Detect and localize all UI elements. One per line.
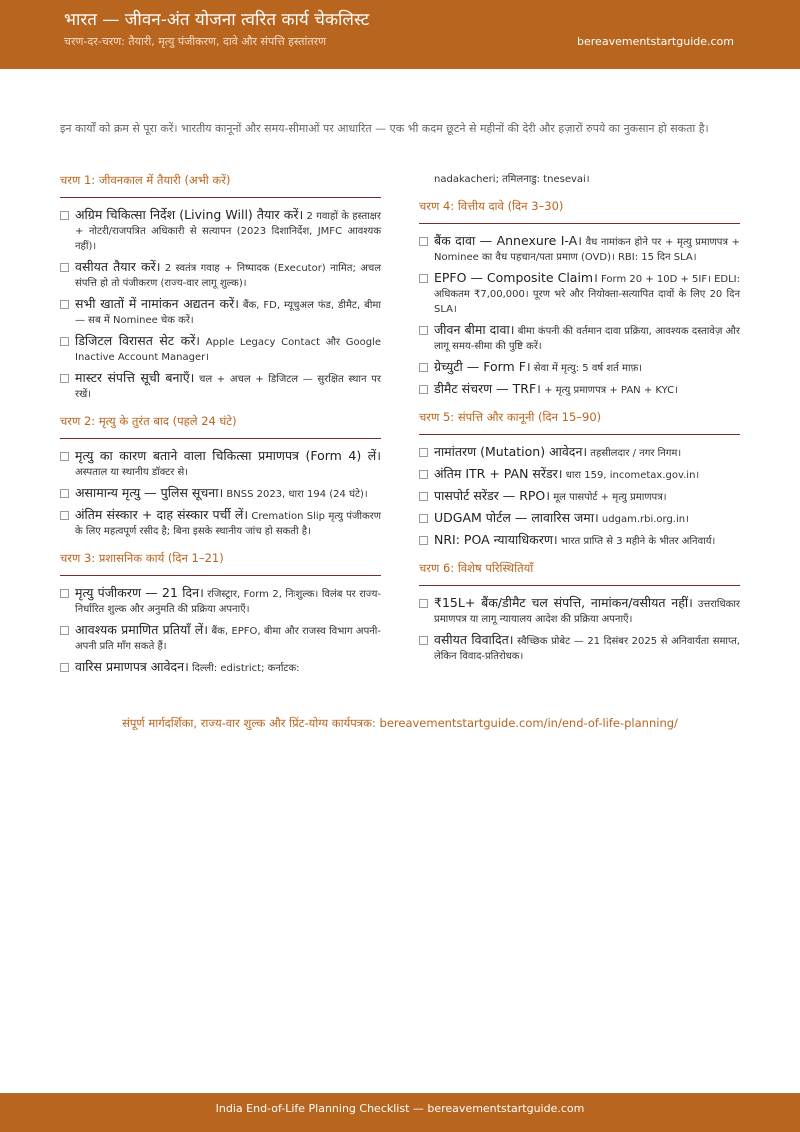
- intro-text: इन कार्यों को क्रम से पूरा करें। भारतीय कानूनों और समय-सीमाओं पर आधारित — एक भी कदम छूटने से महीनों की देरी और हज़ारों रुपये का नुकसान हो सकता है।: [60, 122, 709, 135]
- page-title: भारत — जीवन-अंत योजना त्वरित कार्य चेकलिस्ट: [64, 10, 370, 30]
- item-detail: 2 गवाहों के हस्ताक्षर + नोटरी/राजपत्रित अधिकारी से सत्यापन (2023 दिशानिर्देश, JMFC आवश्यक नहीं)।: [75, 211, 381, 252]
- checkbox[interactable]: [60, 589, 69, 598]
- item-detail: चल + अचल + डिजिटल — सुरक्षित स्थान पर रखें।: [75, 374, 381, 400]
- continued-item-text: nadakacheri; तमिलनाडु: tnesevai।: [434, 174, 590, 185]
- stage-title: चरण 6: विशेष परिस्थितियाँ: [419, 561, 740, 586]
- checkbox[interactable]: [60, 374, 69, 383]
- item-detail: धारा 159, incometax.gov.in।: [562, 470, 700, 481]
- checklist-item: [60, 585, 381, 617]
- item-detail: सेवा में मृत्यु: 5 वर्ष शर्त माफ़।: [530, 363, 643, 374]
- header-site-link[interactable]: bereavementstartguide.com: [577, 35, 734, 48]
- item-heading: वारिस प्रमाणपत्र आवेदन।: [75, 659, 189, 674]
- item-detail: udgam.rbi.org.in।: [598, 514, 689, 525]
- left-column: [60, 173, 381, 681]
- item-heading: आवश्यक प्रमाणित प्रतियाँ लें।: [75, 622, 208, 637]
- item-detail: BNSS 2023, धारा 194 (24 घंटे)।: [223, 489, 368, 500]
- checklist-item: [60, 333, 381, 365]
- item-heading: मृत्यु का कारण बताने वाला चिकित्सा प्रमाणपत्र (Form 4) लें।: [75, 448, 381, 463]
- checkbox[interactable]: [60, 663, 69, 672]
- item-heading: वसीयत विवादित।: [434, 632, 514, 647]
- checklist: [419, 595, 740, 664]
- stage-section: [60, 173, 381, 402]
- item-detail: Apple Legacy Contact और Google Inactive Account Manager।: [75, 337, 381, 363]
- checklist-item: [419, 359, 740, 376]
- checklist: [419, 444, 740, 549]
- page-header: [0, 0, 800, 69]
- checklist-item: [60, 296, 381, 328]
- stage-title: चरण 5: संपत्ति और कानूनी (दिन 15–90): [419, 410, 740, 435]
- checklist-item: [419, 233, 740, 265]
- item-detail: अस्पताल या स्थानीय डॉक्टर से।: [75, 467, 189, 478]
- item-detail: बीमा कंपनी की वर्तमान दावा प्रक्रिया, आवश्यक दस्तावेज़ और लागू समय-सीमा की पुष्टि करें।: [434, 326, 740, 352]
- full-guide-link[interactable]: संपूर्ण मार्गदर्शिका, राज्य-वार शुल्क और प्रिंट-योग्य कार्यपत्रक: bereavementstartguide.com/in/end-of-life-planning/: [122, 716, 678, 730]
- checklist-item: [60, 507, 381, 539]
- item-detail: दिल्ली: edistrict; कर्नाटक:: [188, 663, 300, 674]
- item-heading: अग्रिम चिकित्सा निर्देश (Living Will) तैयार करें।: [75, 207, 304, 222]
- item-detail: भारत प्राप्ति से 3 महीने के भीतर अनिवार्य।: [557, 536, 716, 547]
- page-subtitle: चरण-दर-चरण: तैयारी, मृत्यु पंजीकरण, दावे और संपत्ति हस्तांतरण: [64, 35, 327, 48]
- checkbox[interactable]: [419, 448, 428, 457]
- checkbox[interactable]: [60, 452, 69, 461]
- checkbox[interactable]: [60, 626, 69, 635]
- checkbox[interactable]: [419, 363, 428, 372]
- item-detail: Cremation Slip मृत्यु पंजीकरण के लिए महत्वपूर्ण रसीद है; बिना इसके स्थानीय जांच हो सकती है।: [75, 511, 382, 537]
- item-detail: तहसीलदार / नगर निगम।: [587, 448, 682, 459]
- checklist-item: [419, 444, 740, 461]
- checkbox[interactable]: [60, 489, 69, 498]
- stage-title: चरण 2: मृत्यु के तुरंत बाद (पहले 24 घंटे): [60, 414, 381, 439]
- item-heading: ग्रेच्युटी — Form F।: [434, 359, 531, 374]
- item-heading: मास्टर संपत्ति सूची बनाएँ।: [75, 370, 195, 385]
- checklist-item: [419, 532, 740, 549]
- stage-section: [60, 551, 381, 676]
- item-detail: वैध नामांकन होने पर + मृत्यु प्रमाणपत्र + Nominee का वैध पहचान/पता प्रमाण (OVD)। RBI: 15 दिन SLA।: [434, 237, 740, 263]
- checklist-item: [419, 322, 740, 354]
- item-detail: Form 20 + 10D + 5IF। EDLI: अधिकतम ₹7,00,000। पूरण भरे और नियोक्ता-सत्यापित दावों के लिए 20 दिन SLA।: [434, 274, 740, 315]
- checklist-item: [60, 370, 381, 402]
- item-heading: UDGAM पोर्टल — लावारिस जमा।: [434, 510, 599, 525]
- stage-section: [419, 561, 740, 664]
- item-heading: जीवन बीमा दावा।: [434, 322, 515, 337]
- item-detail: मूल पासपोर्ट + मृत्यु प्रमाणपत्र।: [550, 492, 667, 503]
- stage-title: चरण 1: जीवनकाल में तैयारी (अभी करें): [60, 173, 381, 198]
- checkbox[interactable]: [419, 385, 428, 394]
- item-heading: EPFO — Composite Claim।: [434, 270, 598, 285]
- checkbox[interactable]: [60, 511, 69, 520]
- checkbox[interactable]: [419, 326, 428, 335]
- item-heading: NRI: POA न्यायाधिकरण।: [434, 532, 558, 547]
- item-detail: रजिस्ट्रार, Form 2, निःशुल्क। विलंब पर राज्य-निर्धारित शुल्क और अनुमति की प्रक्रिया अपनाएँ।: [75, 589, 382, 615]
- checklist-item: [419, 595, 740, 627]
- checklist-item: [419, 270, 740, 317]
- checklist-item: [419, 466, 740, 483]
- checklist-item: [419, 488, 740, 505]
- item-heading: अंतिम ITR + PAN सरेंडर।: [434, 466, 563, 481]
- item-detail: स्वैच्छिक प्रोबेट — 21 दिसंबर 2025 से अनिवार्यता समाप्त, लेकिन विवाद-प्रतिरोधक।: [434, 636, 740, 662]
- item-heading: सभी खातों में नामांकन अद्यतन करें।: [75, 296, 239, 311]
- item-detail: उत्तराधिकार प्रमाणपत्र या लागू न्यायालय आदेश की प्रक्रिया अपनाएँ।: [434, 599, 740, 625]
- stage-section: [60, 414, 381, 539]
- stage-section: [419, 199, 740, 398]
- item-detail: बैंक, EPFO, बीमा और राजस्व विभाग अपनी-अपनी प्रति माँग सकते हैं।: [75, 626, 381, 652]
- checklist-item: [60, 259, 381, 291]
- checklist-item: [60, 207, 381, 254]
- stage-title: चरण 4: वित्तीय दावे (दिन 3–30): [419, 199, 740, 224]
- checklist-item: [419, 510, 740, 527]
- page-footer: India End-of-Life Planning Checklist — bereavementstartguide.com: [0, 1093, 800, 1132]
- checklist-item: [60, 448, 381, 480]
- item-heading: मृत्यु पंजीकरण — 21 दिन।: [75, 585, 204, 600]
- stage-title: चरण 3: प्रशासनिक कार्य (दिन 1–21): [60, 551, 381, 576]
- item-heading: बैंक दावा — Annexure I-A।: [434, 233, 582, 248]
- item-heading: पासपोर्ट सरेंडर — RPO।: [434, 488, 551, 503]
- checklist-item: [60, 485, 381, 502]
- checkbox[interactable]: [419, 636, 428, 645]
- checkbox[interactable]: [60, 300, 69, 309]
- checkbox[interactable]: [60, 263, 69, 272]
- checklist: [60, 585, 381, 676]
- right-column: [419, 172, 740, 669]
- checklist-item: [60, 659, 381, 676]
- checkbox[interactable]: [60, 337, 69, 346]
- checkbox[interactable]: [60, 211, 69, 220]
- item-heading: ₹15L+ बैंक/डीमैट चल संपत्ति, नामांकन/वसीयत नहीं।: [434, 595, 693, 610]
- item-detail: + मृत्यु प्रमाणपत्र + PAN + KYC।: [540, 385, 678, 396]
- checkbox[interactable]: [419, 274, 428, 283]
- item-heading: वसीयत तैयार करें।: [75, 259, 161, 274]
- checkbox[interactable]: [419, 492, 428, 501]
- stage-section: [419, 410, 740, 549]
- item-heading: नामांतरण (Mutation) आवेदन।: [434, 444, 588, 459]
- item-heading: डिजिटल विरासत सेट करें।: [75, 333, 201, 348]
- checklist-item: [419, 632, 740, 664]
- checklist-item: [60, 622, 381, 654]
- item-heading: डीमैट संचरण — TRF।: [434, 381, 541, 396]
- item-heading: अंतिम संस्कार + दाह संस्कार पर्ची लें।: [75, 507, 249, 522]
- checkbox[interactable]: [419, 536, 428, 545]
- checklist: [60, 448, 381, 539]
- checklist: [419, 233, 740, 398]
- item-detail: 2 स्वतंत्र गवाह + निष्पादक (Executor) नामित; अचल संपत्ति हो तो पंजीकरण (राज्य-वार लागू शुल्क)।: [75, 263, 381, 289]
- checkbox[interactable]: [419, 599, 428, 608]
- checkbox[interactable]: [419, 237, 428, 246]
- item-heading: असामान्य मृत्यु — पुलिस सूचना।: [75, 485, 224, 500]
- checklist-item: [419, 381, 740, 398]
- item-detail: बैंक, FD, म्यूचुअल फंड, डीमैट, बीमा — सब में Nominee चेक करें।: [75, 300, 381, 326]
- checklist: [60, 207, 381, 402]
- checkbox[interactable]: [419, 514, 428, 523]
- checkbox[interactable]: [419, 470, 428, 479]
